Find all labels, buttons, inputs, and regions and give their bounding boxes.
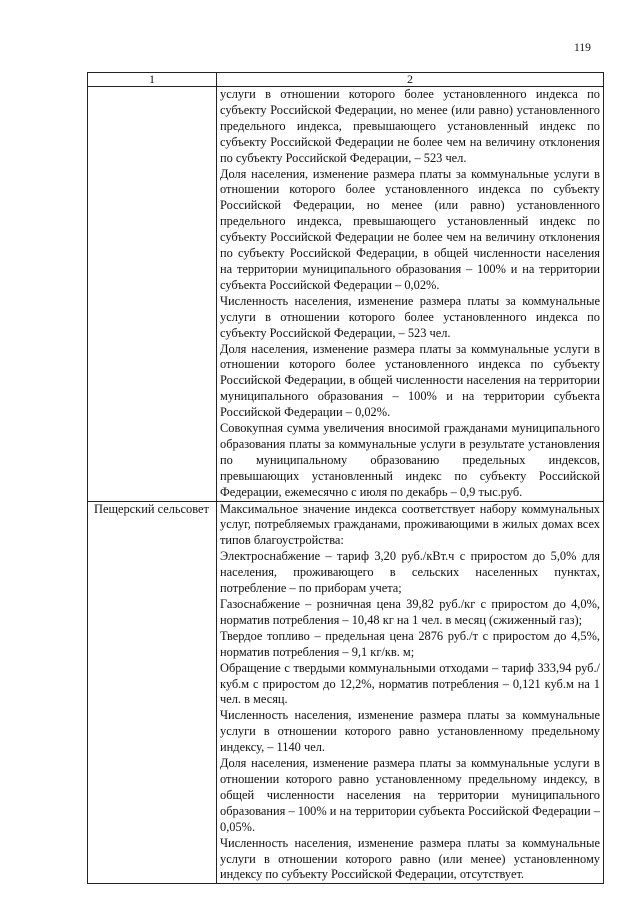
paragraph: Обращение с твердыми коммунальными отходами – тариф 333,94 руб./куб.м с приростом до 12,2%, норматив потребления – 0,121 куб.м на 1 чел. в месяц.	[220, 660, 600, 707]
paragraph: Газоснабжение – розничная цена 39,82 руб./кг с приростом до 4,0%, норматив потребления – 10,48 кг на 1 чел. в месяц (сжиженный газ);	[220, 597, 600, 627]
paragraph: услуги в отношении которого более установленного индекса по субъекту Российской Федерации, но менее (или равно) установленного предельного индекса, превышающего установленный индекс по субъекту Российской Федерации не более чем на величину отклонения по субъекту Российской Федерации, – 523 чел.	[220, 87, 600, 165]
column-header-2: 2	[217, 73, 604, 87]
paragraph: Электроснабжение – тариф 3,20 руб./кВт.ч с приростом до 5,0% для населения, проживающего в сельских населенных пунктах, потребление – по приборам учета;	[220, 549, 600, 596]
paragraph: Численность населения, изменение размера платы за коммунальные услуги в отношении которого более установленного индекса по субъекту Российской Федерации, – 523 чел.	[220, 293, 600, 340]
page-number: 119	[574, 42, 591, 54]
municipality-cell	[88, 87, 217, 502]
paragraph: Численность населения, изменение размера платы за коммунальные услуги в отношении которого равно (или менее) установленному индексу по субъекту Российской Федерации, отсутствует.	[220, 835, 600, 882]
data-table	[87, 72, 604, 884]
table-row-peshchersky	[88, 501, 604, 884]
municipality-cell	[88, 501, 217, 884]
paragraph: Совокупная сумма увеличения вносимой гражданами муниципального образования платы за коммунальные услуги в результате установления по муниципальному образованию предельных индексов, превышающих установленный индекс по субъекту Российской Федерации, ежемесячно с июля по декабрь – 0,9 тыс.руб.	[220, 421, 600, 499]
paragraph: Численность населения, изменение размера платы за коммунальные услуги в отношении которого равно установленному предельному индексу, – 1140 чел.	[220, 708, 600, 755]
paragraph: Максимальное значение индекса соответствует набору коммунальных услуг, потребляемых гражданами, проживающими в жилых домах всех типов благоустройства:	[220, 501, 600, 548]
description-cell	[217, 87, 604, 502]
paragraph: Доля населения, изменение размера платы за коммунальные услуги в отношении которого более установленного индекса по субъекту Российской Федерации, но менее (или равно) установленного предельного индекса, превышающего установленный индекс по субъекту Российской Федерации не более чем на величину отклонения по субъекту Российской Федерации, в общей численности населения на территории муниципального образования – 100% и на территории субъекта Российской Федерации – 0,02%.	[220, 166, 600, 292]
column-header-1: 1	[88, 73, 217, 87]
paragraph: Доля населения, изменение размера платы за коммунальные услуги в отношении которого более установленного индекса по субъекту Российской Федерации, в общей численности населения на территории муниципального образования – 100% и на территории субъекта Российской Федерации – 0,02%.	[220, 341, 600, 420]
table-row-continuation	[88, 87, 604, 502]
paragraph: Доля населения, изменение размера платы за коммунальные услуги в отношении которого равно установленному предельному индексу, в общей численности населения на территории муниципального образования – 100% и на территории субъекта Российской Федерации – 0,05%.	[220, 756, 600, 834]
description-cell	[217, 501, 604, 884]
municipality-name: Пещерский сельсовет	[94, 501, 209, 516]
table-header-row	[88, 73, 604, 87]
paragraph: Твердое топливо – предельная цена 2876 руб./т с приростом до 4,5%, норматив потребления – 9,1 кг/кв. м;	[220, 628, 600, 659]
